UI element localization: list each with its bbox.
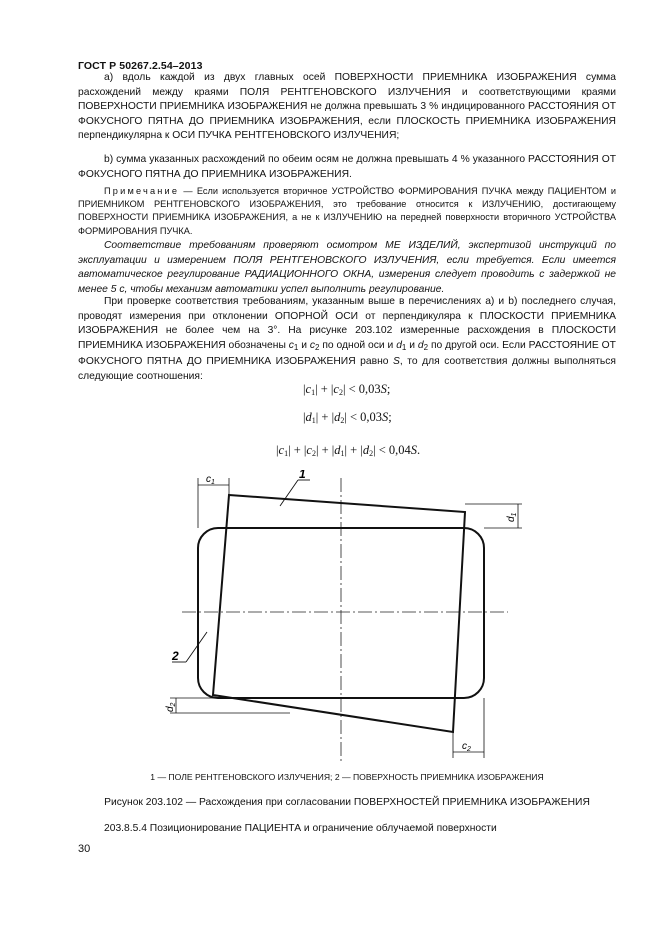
formula-end: . bbox=[417, 443, 421, 457]
sub-1: 1 bbox=[293, 342, 299, 352]
xray-field bbox=[213, 495, 465, 732]
sym-d: d bbox=[362, 443, 370, 457]
check-paragraph bbox=[78, 295, 616, 385]
sub-1: 1 bbox=[311, 388, 316, 397]
sub-2: 2 bbox=[423, 342, 429, 352]
section-heading: 203.8.5.4 Позиционирование ПАЦИЕНТА и ограничение облучаемой поверхности bbox=[104, 823, 497, 834]
sym-c: c bbox=[333, 382, 339, 396]
sym-d: d bbox=[417, 339, 424, 351]
sym-c: c bbox=[305, 382, 312, 396]
word-and: и bbox=[301, 339, 307, 351]
sym-d: d bbox=[396, 339, 402, 351]
formula-end: ; bbox=[386, 382, 391, 396]
sub-2: 2 bbox=[369, 449, 374, 458]
sym-d: d bbox=[305, 410, 312, 424]
sub-1: 1 bbox=[311, 416, 316, 425]
sym-S: S bbox=[393, 356, 400, 368]
sub-2: 2 bbox=[311, 449, 316, 458]
callout-2: 2 bbox=[172, 649, 179, 663]
figure-diagram bbox=[150, 470, 530, 765]
sym-c: c bbox=[278, 443, 285, 457]
figure-caption: Рисунок 203.102 — Расхождения при согласовании ПОВЕРХНОСТЕЙ ПРИЕМНИКА ИЗОБРАЖЕНИЯ bbox=[104, 797, 590, 808]
sym-S: S bbox=[380, 382, 387, 396]
sub-2: 2 bbox=[340, 416, 345, 425]
sub-1: 1 bbox=[284, 449, 289, 458]
sym-c: c bbox=[309, 339, 316, 351]
sub-2: 2 bbox=[315, 342, 320, 352]
leader-1 bbox=[280, 480, 298, 506]
formula-2: $|d_1| + |d_2| < 0,03S$; bbox=[303, 410, 392, 425]
d1-label: $d_1$ bbox=[506, 512, 518, 522]
check-text-3: по другой оси. Если РАССТОЯНИЕ ОТ ФОКУСНОГО ПЯТНА ДО ПРИЕМНИКА ИЗОБРАЖЕНИЯ равно bbox=[78, 339, 616, 368]
sym-S: S bbox=[382, 410, 389, 424]
check-text-2: по одной оси и bbox=[319, 339, 397, 351]
callout-1: 1 bbox=[299, 470, 306, 481]
figure-legend: 1 — ПОЛЕ РЕНТГЕНОВСКОГО ИЗЛУЧЕНИЯ; 2 — ПОВЕРХНОСТЬ ПРИЕМНИКА ИЗОБРАЖЕНИЯ bbox=[150, 772, 544, 782]
note-text: — Если используется вторичное УСТРОЙСТВО ФОРМИРОВАНИЯ ПУЧКА между ПАЦИЕНТОМ и ПРИЕМНИКОМ РЕНТГЕНОВСКОГО ИЗОБРАЖЕНИЯ, это требование относится к ИЗЛУЧЕНИЮ, достигающему ПОВЕРХНОСТИ ПРИЕМНИКА ИЗОБРАЖЕНИЯ, а не к ИЗЛУЧЕНИЮ на передней поверхности вторичного УСТРОЙСТВА ФОРМИРОВАНИЯ ПУЧКА. bbox=[78, 186, 616, 236]
sub-1: 1 bbox=[340, 449, 345, 458]
note-label: Примечание bbox=[104, 186, 180, 196]
sym-d: d bbox=[334, 410, 341, 424]
sub-1: 1 bbox=[401, 342, 407, 352]
document-header: ГОСТ Р 50267.2.54–2013 bbox=[78, 60, 203, 72]
paragraph-a: a) вдоль каждой из двух главных осей ПОВЕРХНОСТИ ПРИЕМНИКА ИЗОБРАЖЕНИЯ сумма расхождений между краями ПОЛЯ РЕНТГЕНОВСКОГО ИЗЛУЧЕНИЯ и соответствующими краями ПОВЕРХНОСТИ ПРИЕМНИКА ИЗОБРАЖЕНИЯ не должна превышать 3 % индицированного РАССТОЯНИЯ ОТ ФОКУСНОГО ПЯТНА ДО ПРИЕМНИКА ИЗОБРАЖЕНИЯ, если ПЛОСКОСТЬ ПРИЕМНИКА ИЗОБРАЖЕНИЯ перпендикулярна к ОСИ ПУЧКА РЕНТГЕНОВСКОГО ИЗЛУЧЕНИЯ; bbox=[78, 72, 616, 142]
formula-1: $|c_1| + |c_2| < 0,03S$; bbox=[303, 382, 391, 397]
formula-tail: < 0,03 bbox=[346, 410, 383, 424]
compliance-paragraph: Соответствие требованиям проверяют осмотром МЕ ИЗДЕЛИЙ, экспертизой инструкций по эксплуатации и измерением ПОЛЯ РЕНТГЕНОВСКОГО ИЗЛУЧЕНИЯ, если требуется. Если имеется автоматическое регулирование РАДИАЦИОННОГО ОКНА, измерения следует проводить с задержкой не менее 5 с, чтобы механизм автоматики успел выполнить регулирование. bbox=[78, 240, 616, 295]
sym-c: c bbox=[288, 339, 294, 351]
formula-3: $|c_1| + |c_2| + |d_1| + |d_2| < 0,04S$. bbox=[276, 443, 421, 458]
sub-2: 2 bbox=[338, 388, 343, 397]
page-number: 30 bbox=[78, 843, 91, 855]
leader-2 bbox=[186, 632, 207, 662]
sym-S: S bbox=[410, 443, 418, 457]
sym-d: d bbox=[334, 443, 341, 457]
formula-tail: < 0,04 bbox=[375, 443, 411, 457]
d2-label: $d_2$ bbox=[165, 702, 177, 712]
word-and: и bbox=[409, 339, 416, 351]
formula-tail: < 0,03 bbox=[345, 382, 381, 396]
sym-c: c bbox=[306, 443, 312, 457]
c2-label: $c_2$ bbox=[462, 741, 471, 753]
note-paragraph bbox=[78, 185, 616, 238]
formula-end: ; bbox=[388, 410, 392, 424]
check-text-1: При проверке соответствия требованиям, указанным выше в перечислениях a) и b) последнего случая, проводят измерения при отклонении ОПОРНОЙ ОСИ от перпендикуляра к ПЛОСКОСТИ ПРИЕМНИКА ИЗОБРАЖЕНИЯ не более чем на 3°. На рисунке 203.102 измеренные расхождения в ПЛОСКОСТИ ПРИЕМНИКА ИЗОБРАЖЕНИЯ обозначены bbox=[78, 296, 616, 351]
c1-label: $c_1$ bbox=[206, 474, 215, 486]
check-text-4: , то для соответствия должны выполняться следующие соотношения: bbox=[78, 356, 616, 382]
paragraph-b: b) сумма указанных расхождений по обеим осям не должна превышать 4 % указанного РАССТОЯНИЯ ОТ ФОКУСНОГО ПЯТНА ДО ПРИЕМНИКА ИЗОБРАЖЕНИЯ. bbox=[78, 154, 616, 180]
